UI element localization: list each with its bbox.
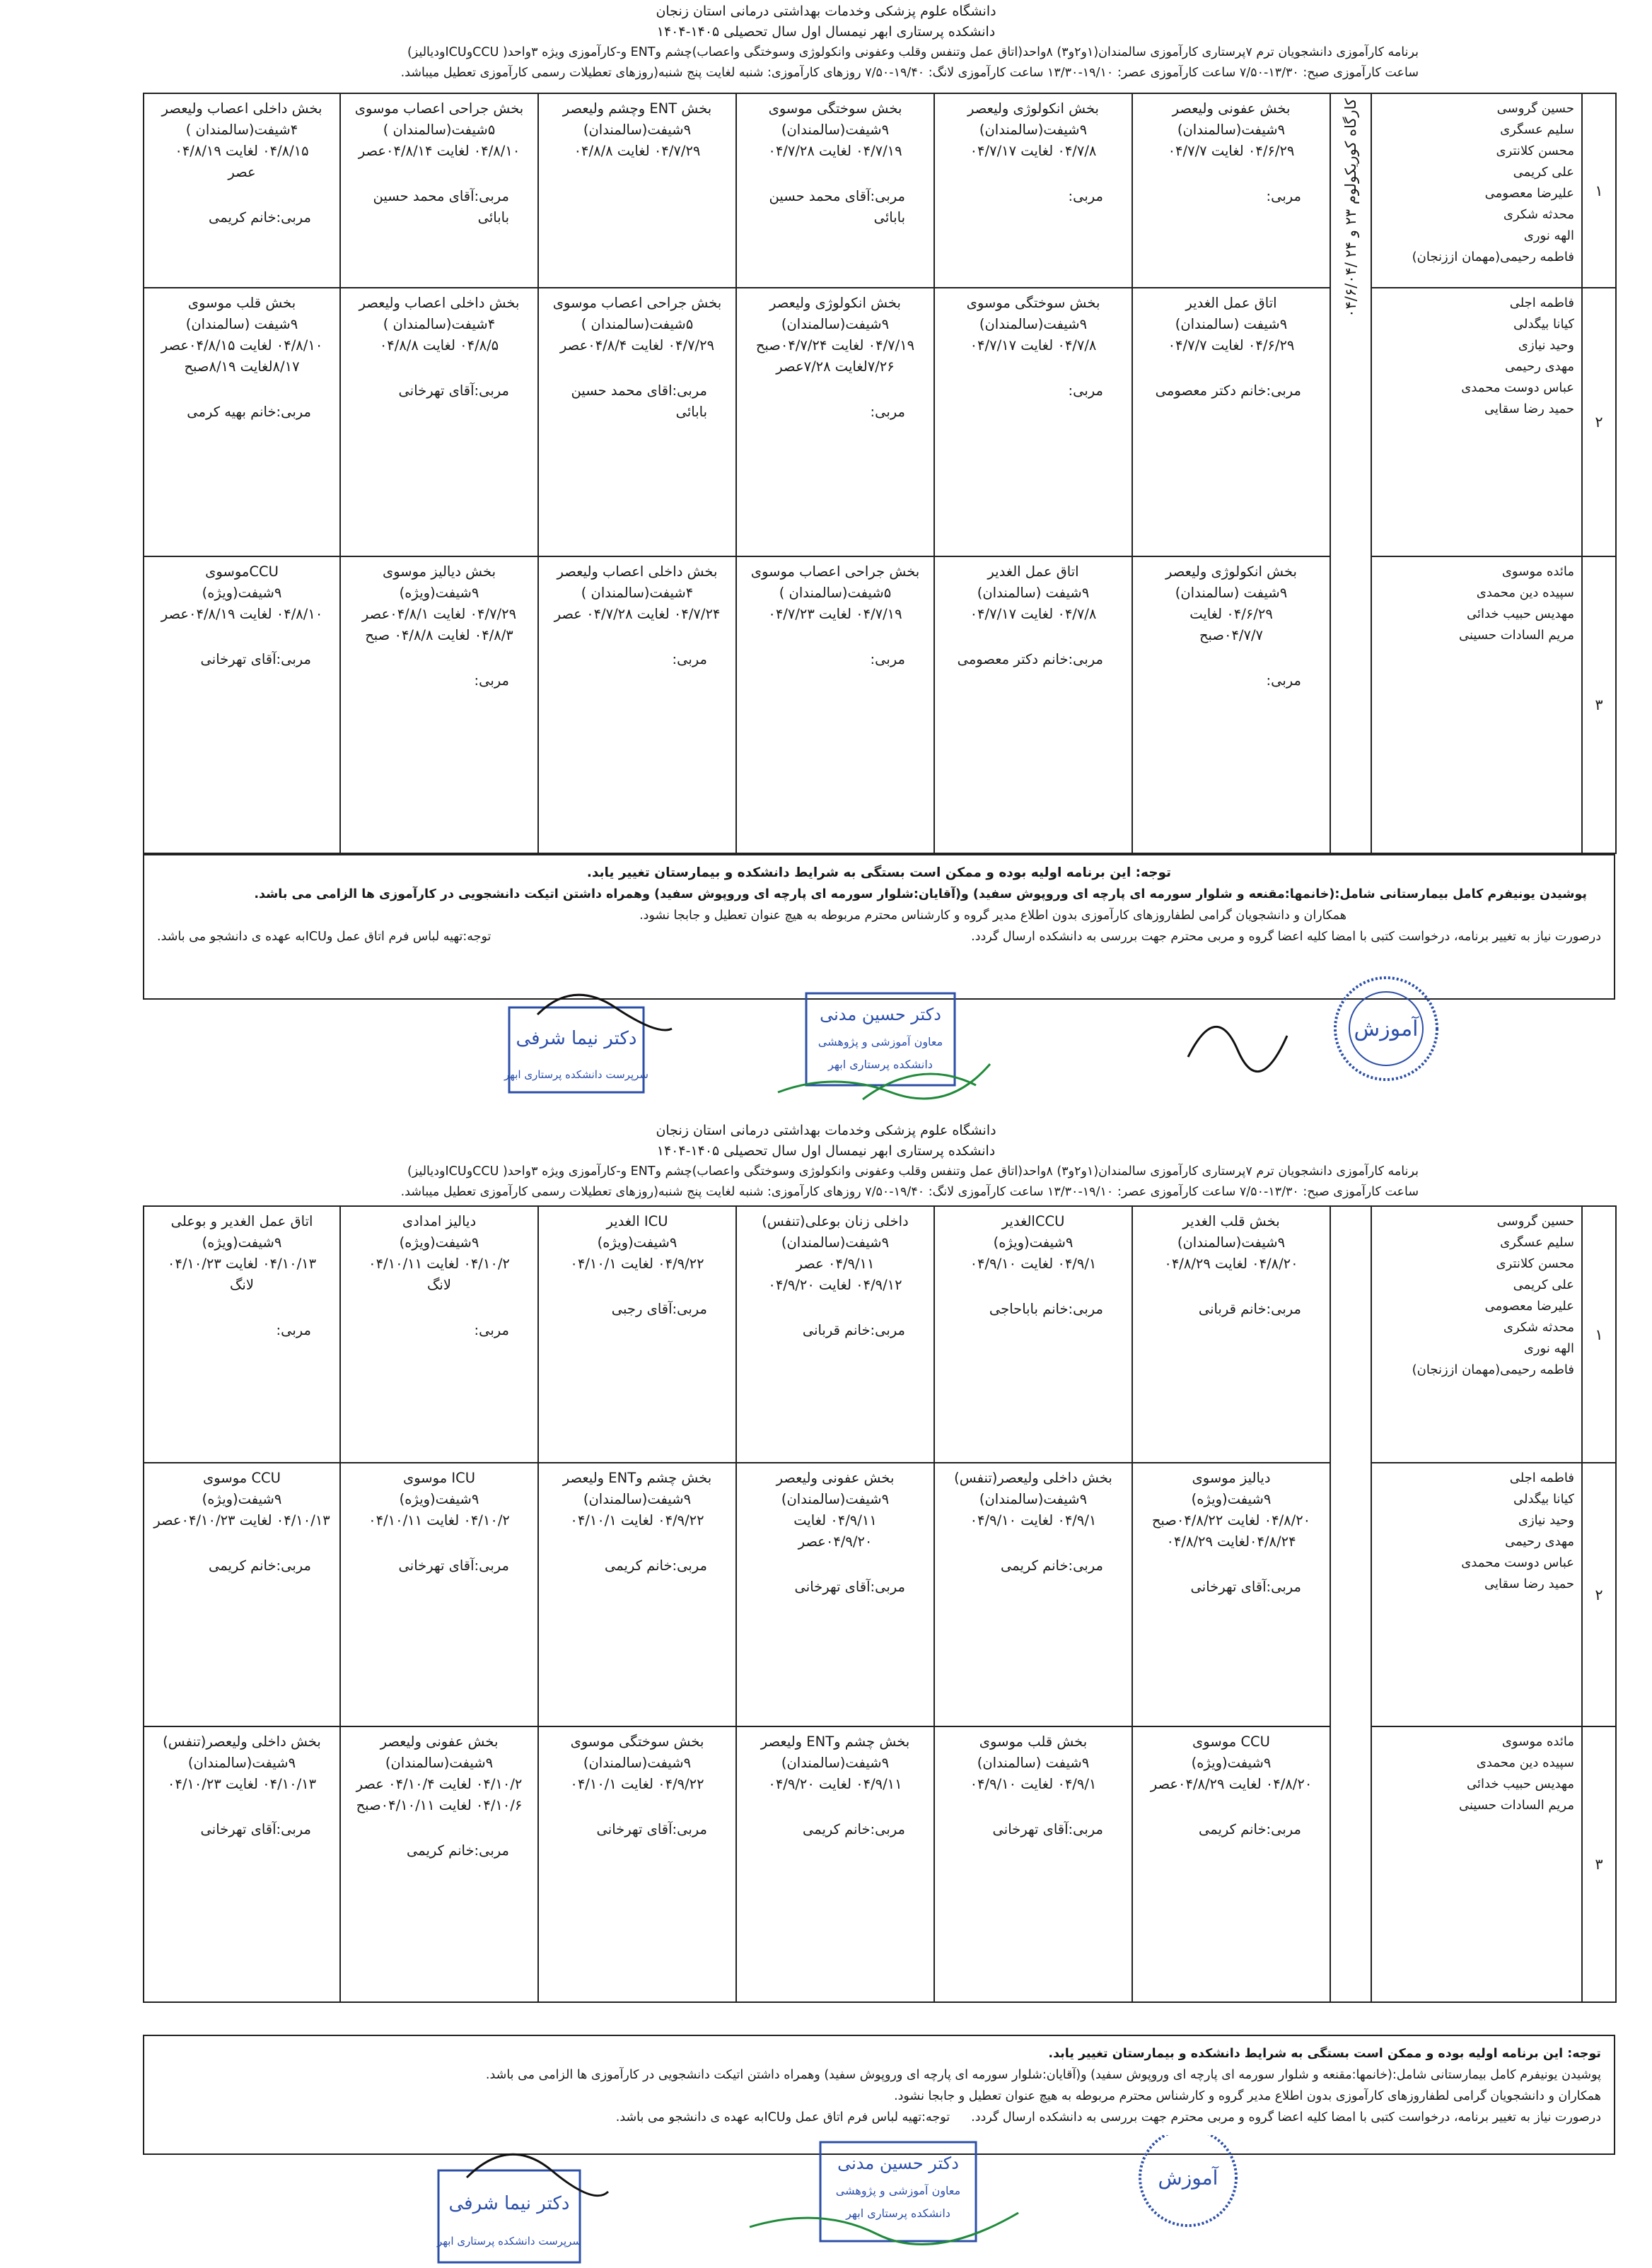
notes-change: درصورت نیاز به تغییر برنامه، درخواست کتبی با امضا کلیه اعضا گروه و مربی محترم جهت بررسی به دانشکده ارسال گردد.: [971, 930, 1601, 944]
coach-label: مربی:: [1068, 382, 1103, 399]
group-row: [144, 288, 1616, 556]
shift-detail: ۰۴/۸/۱۰ لغایت ۰۴/۸/۱۹عصر: [161, 606, 323, 622]
head-stamp-name-2: دکتر نیما شرفی: [448, 2193, 570, 2214]
shift-detail: ۵شیفت(سالمندان ): [581, 316, 694, 332]
shift-detail: ۰۴/۸/۱۰ لغایت ۰۴/۸/۱۵عصر: [161, 337, 323, 353]
shift-detail: ۹شیفت(سالمندان): [781, 1234, 890, 1251]
coach-label: مربی:: [474, 672, 509, 689]
ward-title: بخش قلب موسوی: [979, 1734, 1088, 1750]
ward-title: اتاق عمل الغدیر و بوعلی: [170, 1213, 313, 1229]
ward-title: بخش عفونی ولیعصر: [776, 1470, 895, 1486]
coach-label: مربی:آقای تهرخانی: [992, 1821, 1103, 1837]
shift-detail: ۰۴/۷/۲۹ لغایت ۰۴/۸/۴عصر: [559, 337, 715, 353]
ward-title: اتاق عمل الغدیر: [987, 563, 1079, 580]
coach-label: مربی:خانم کریمی: [604, 1557, 707, 1574]
shift-detail: ۰۴/۱۰/۱۳ لغایت ۰۴/۱۰/۲۳عصر: [153, 1512, 330, 1528]
notes-colleagues: همکاران و دانشجویان گرامی لطفاروزهای کارآموزی بدون اطلاع مدیر گروه و کارشناس محترم مربوطه به هیچ عنوان تعطیل و جابجا نشود.: [639, 908, 1346, 923]
shift-detail: ۰۴/۷/۸ لغایت ۰۴/۷/۱۷: [970, 337, 1097, 353]
student-name: مهدی رحیمی: [1505, 1534, 1574, 1549]
rotation-cell: [934, 93, 1132, 288]
shift-detail: ۸/۱۷لغایت ۸/۱۹صبح: [184, 358, 300, 375]
coach-label: مربی:: [1266, 188, 1301, 204]
header-program: برنامه کارآموزی دانشجویان ترم ۷پرستاری کارآموزی سالمندان(۱و۲و۳) ۸واحد(اتاق عمل وتنفس وقلب وعفونی وانکولوژی وسوختگی واعصاب)چشم وENT و-کارآموزی ویژه ۳واحد( CCUوICUودیالیز): [407, 45, 1419, 59]
shift-detail: ۰۴/۹/۱۱ عصر: [796, 1256, 875, 1272]
shift-detail: ۹شیفت(ویژه): [399, 1234, 479, 1251]
ward-title: CCUموسوی: [205, 563, 279, 580]
rotation-cell: [1132, 556, 1330, 853]
shift-detail: ۹شیفت(ویژه): [399, 1491, 479, 1507]
shift-detail: ۴شیفت(سالمندان ): [383, 316, 496, 332]
student-name: وحید نیازی: [1518, 338, 1574, 353]
coach-label: مربی:: [870, 404, 905, 420]
rotation-cell: [538, 288, 736, 556]
ward-title: بخش عفونی ولیعصر: [1172, 100, 1291, 117]
ward-title: بخش عفونی ولیعصر: [380, 1734, 499, 1750]
rotation-cell: [340, 1463, 538, 1726]
signature-stamps-1: [495, 986, 1032, 1121]
shift-detail: ۹شیفت(ویژه): [202, 1234, 282, 1251]
coach-label: مربی:: [474, 1322, 509, 1338]
shift-detail: ۹شیفت(سالمندان): [979, 316, 1088, 332]
ward-title: اتاق عمل الغدیر: [1185, 295, 1277, 311]
shift-detail: ۰۴/۷/۱۹ لغایت ۰۴/۷/۲۳: [768, 606, 902, 622]
ward-title: بخش داخلی ولیعصر(تنفس): [954, 1470, 1112, 1486]
ward-title: بخش جراحی اعصاب موسوی: [552, 295, 722, 311]
shift-detail: ۹شیفت(ویژه): [202, 1491, 282, 1507]
coach-label: مربی:: [672, 651, 707, 667]
rotation-cell: [934, 1726, 1132, 2002]
coach-label: مربی:آقای تهرخانی: [1190, 1579, 1301, 1595]
ward-title: CCU موسوی: [203, 1470, 281, 1486]
shift-detail: ۹شیفت(سالمندان): [781, 1491, 890, 1507]
shift-detail: ۰۴/۷/۱۹ لغایت ۰۴/۷/۲۴صبح: [755, 337, 915, 353]
shift-detail: ۰۴/۱۰/۱۳ لغایت ۰۴/۱۰/۲۳: [167, 1256, 317, 1272]
student-name: علی کریمی: [1513, 1278, 1574, 1292]
shift-detail: ۹شیفت(سالمندان): [385, 1755, 494, 1771]
shift-detail: ۹شیفت(سالمندان): [583, 122, 692, 138]
rotation-cell: [538, 1463, 736, 1726]
rotation-cell: [340, 288, 538, 556]
coach-label: مربی:آقای تهرخانی: [398, 382, 509, 399]
student-name: حسین گروسی: [1496, 1214, 1574, 1229]
shift-detail: ۹شیفت (سالمندان): [977, 585, 1090, 601]
ward-title: بخش انکولوژی ولیعصر: [1165, 563, 1297, 580]
rotation-cell: [736, 288, 934, 556]
header-hours: ساعت کارآموزی صبح: ۱۳/۳۰-۷/۵۰ ساعت کارآموزی عصر: ۱۹/۱۰-۱۳/۳۰ ساعت کارآموزی لانگ: ۱۹/۴۰-۷/۵۰ روزهای کارآموزی: شنبه لغایت پنج شنبه(روزهای تعطیلات رسمی کارآموزی تعطیل میباشد.: [400, 66, 1419, 80]
student-name: عباس دوست محمدی: [1461, 1555, 1574, 1570]
shift-detail: ۹شیفت(سالمندان): [1177, 122, 1286, 138]
shift-detail: ۴شیفت(سالمندان ): [581, 585, 694, 601]
student-name: مریم السادات حسینی: [1458, 628, 1574, 643]
student-name: فاطمه اجلی: [1509, 1471, 1574, 1485]
shift-detail: ۹شیفت(سالمندان): [979, 122, 1088, 138]
shift-detail: ۷/۲۶لغایت ۷/۲۸عصر: [776, 358, 895, 375]
student-name: علی کریمی: [1513, 165, 1574, 180]
shift-detail: ۰۴/۷/۸ لغایت ۰۴/۷/۱۷: [970, 606, 1097, 622]
student-name: مریم السادات حسینی: [1458, 1798, 1574, 1813]
head-stamp-role-2: سرپرست دانشکده پرستاری ابهر: [437, 2235, 581, 2247]
coach-label: مربی:خانم دکتر معصومی: [957, 651, 1103, 667]
student-name: الهه نوری: [1523, 228, 1574, 243]
shift-detail: ۰۴/۹/۲۲ لغایت ۰۴/۱۰/۱: [570, 1776, 704, 1792]
shift-detail: ۰۴/۶/۲۹ لغایت: [1189, 606, 1273, 622]
signature-stamps-2: [424, 2135, 1245, 2267]
ward-title: بخش داخلی اعصاب ولیعصر: [161, 100, 322, 117]
ward-title: بخش چشم وENT ولیعصر: [760, 1734, 910, 1750]
header-faculty: دانشکده پرستاری ابهر نیمسال اول سال تحصیلی ۱۴۰۵-۱۴۰۴: [656, 24, 996, 40]
rotation-cell: [1132, 1726, 1330, 2002]
student-name: سپیده دین محمدی: [1476, 1755, 1574, 1770]
ward-title: دیالیز امدادی: [402, 1213, 477, 1229]
shift-detail: ۰۴/۹/۱ لغایت ۰۴/۹/۱۰: [970, 1776, 1097, 1792]
ward-title: CCU موسوی: [1192, 1734, 1270, 1750]
shift-detail: ۰۴/۱۰/۲ لغایت ۰۴/۱۰/۱۱: [368, 1512, 510, 1528]
rotation-cell: [736, 93, 934, 288]
coach-label: مربی:خانم قربانی: [1198, 1301, 1301, 1317]
deputy-stamp-name: دکتر حسین مدنی: [820, 1005, 941, 1024]
shift-detail: ۰۴/۸/۵ لغایت ۰۴/۸/۸: [379, 337, 499, 353]
coach-label: مربی:آقای رجبی: [611, 1301, 707, 1317]
rotation-cell: [538, 1726, 736, 2002]
education-seal-text-2: آموزش: [1158, 2166, 1218, 2190]
student-names: [1371, 1463, 1582, 1726]
coach-label: مربی:خانم باباحاجی: [989, 1301, 1103, 1317]
student-name: الهه نوری: [1523, 1341, 1574, 1356]
ward-title: بخش داخلی ولیعصر(تنفس): [163, 1734, 321, 1750]
shift-detail: ۰۴/۹/۱۲ لغایت ۰۴/۹/۲۰: [768, 1277, 902, 1293]
rotation-cell: [144, 93, 340, 288]
rotation-cell: [736, 1463, 934, 1726]
deputy-stamp-role: معاون آموزشی و پژوهشی: [818, 1035, 943, 1048]
coach-label: مربی:خانم کریمی: [208, 209, 311, 226]
shift-detail: ۰۴/۹/۱ لغایت ۰۴/۹/۱۰: [970, 1256, 1097, 1272]
rotation-cell: [538, 556, 736, 853]
student-names: [1371, 1206, 1582, 1463]
shift-detail: ۰۴/۶/۲۹ لغایت ۰۴/۷/۷: [1168, 337, 1295, 353]
group-row: [144, 1206, 1616, 1463]
coach-label: مربی:آقای تهرخانی: [794, 1579, 905, 1595]
shift-detail: ۹شیفت(سالمندان): [781, 122, 890, 138]
coach-label: مربی:آقای تهرخانی: [200, 651, 311, 667]
coach-label: مربی:: [276, 1322, 311, 1338]
group-number: ۱: [1582, 93, 1616, 288]
shift-detail: ۰۴/۸/۳ لغایت ۰۴/۸/۸ صبح: [365, 627, 513, 643]
notes2-uniform: پوشیدن یونیفرم کامل بیمارستانی شامل:(خانمها:مقنعه و شلوار سورمه ای پارچه ای وروپوش سفید) و(آقایان:شلوار سورمه ای پارچه ای وروپوش سفید) وهمراه داشتن اتیکت دانشجویی در کارآموزی ها الزامی می باشد.: [485, 2068, 1601, 2082]
notes2-dress: توجه:تهیه لباس فرم اتاق عمل وICUبه عهده ی دانشجو می باشد.: [615, 2110, 950, 2124]
shift-detail: ۰۴/۹/۱۱ لغایت: [793, 1512, 877, 1528]
shift-detail: ۰۴/۶/۲۹ لغایت ۰۴/۷/۷: [1168, 143, 1295, 159]
ward-title: بخش سوختگی موسوی: [966, 295, 1100, 311]
workshop-column: [1330, 93, 1371, 853]
shift-detail: ۰۴/۷/۱۹ لغایت ۰۴/۷/۲۸: [768, 143, 902, 159]
shift-detail: ۰۴/۸/۱۵ لغایت ۰۴/۸/۱۹: [175, 143, 309, 159]
shift-detail: ۰۴/۱۰/۲ لغایت ۰۴/۱۰/۱۱: [368, 1256, 510, 1272]
ward-title: بخش قلب الغدیر: [1182, 1213, 1280, 1229]
coach-label: مربی:خانم کریمی: [802, 1821, 905, 1837]
rotation-cell: [736, 1206, 934, 1463]
education-seal-text: آموزش: [1354, 1017, 1419, 1041]
workshop-label: کارگاه کوریکولوم ۲۳ و ۲۴ /۰۴/۶/۰۴: [1342, 98, 1359, 317]
shift-detail: ۹شیفت(سالمندان): [187, 1755, 296, 1771]
ward-title: بخش داخلی اعصاب ولیعصر: [557, 563, 718, 580]
coach-label: مربی:آقای تهرخانی: [398, 1557, 509, 1574]
rotation-cell: [1132, 1206, 1330, 1463]
coach-label: مربی:خانم کریمی: [1198, 1821, 1301, 1837]
student-name: فاطمه اجلی: [1509, 296, 1574, 310]
shift-detail: ۹شیفت(سالمندان): [1177, 1234, 1286, 1251]
page2-header: [0, 1121, 1652, 1203]
shift-detail: ۴شیفت(سالمندان ): [185, 122, 298, 138]
schedule-table-1: [143, 93, 1617, 854]
header2-program: برنامه کارآموزی دانشجویان ترم ۷پرستاری کارآموزی سالمندان(۱و۲و۳) ۸واحد(اتاق عمل وتنفس وقلب وعفونی وانکولوژی وسوختگی واعصاب)چشم وENT و-کارآموزی ویژه ۳واحد( CCUوICUودیالیز): [407, 1164, 1419, 1179]
shift-detail: ۹شیفت(ویژه): [597, 1234, 677, 1251]
notes-uniform: پوشیدن یونیفرم کامل بیمارستانی شامل:(خانمها:مقنعه و شلوار سورمه ای پارچه ای وروپوش سفید) و(آقایان:شلوار سورمه ای پارچه ای وروپوش سفید) وهمراه داشتن اتیکت دانشجویی در کارآموزی ها الزامی می باشد.: [254, 887, 1587, 901]
shift-detail: ۹شیفت(سالمندان): [781, 316, 890, 332]
shift-detail: ۰۴/۸/۲۰ لغایت ۰۴/۸/۲۲صبح: [1151, 1512, 1311, 1528]
shift-detail: ۹شیفت (سالمندان): [1175, 316, 1288, 332]
student-name: عباس دوست محمدی: [1461, 380, 1574, 395]
coach-label: مربی:خانم دکتر معصومی: [1155, 382, 1301, 399]
shift-detail: ۹شیفت(سالمندان): [979, 1491, 1088, 1507]
rotation-cell: [340, 1726, 538, 2002]
student-name: کیانا بیگدلی: [1513, 317, 1574, 332]
coach-label: مربی:آقای محمد حسین بابائی: [373, 188, 509, 226]
rotation-cell: [736, 556, 934, 853]
student-name: حسین گروسی: [1496, 101, 1574, 116]
notes-warning: توجه: این برنامه اولیه بوده و ممکن است بستگی به شرایط دانشکده و بیمارستان تغییر یابد.: [586, 865, 1172, 880]
head-signature: [537, 995, 672, 1030]
header-university: دانشگاه علوم پزشکی وخدمات بهداشتی درمانی استان زنجان: [656, 4, 996, 19]
rotation-cell: [1132, 1463, 1330, 1726]
rotation-cell: [538, 93, 736, 288]
shift-detail: ۰۴/۱۰/۱۳ لغایت ۰۴/۱۰/۲۳: [167, 1776, 317, 1792]
ward-title: دیالیز موسوی: [1192, 1470, 1271, 1486]
shift-detail: ۰۴/۹/۲۰عصر: [798, 1533, 873, 1550]
ward-title: CCUالغدیر: [1001, 1213, 1065, 1229]
group-number: ۱: [1582, 1206, 1616, 1463]
ward-title: بخش ENT وچشم ولیعصر: [562, 100, 712, 117]
shift-detail: ۰۴/۷/۲۴ لغایت ۰۴/۷/۲۸ عصر: [554, 606, 721, 622]
rotation-cell: [340, 556, 538, 853]
shift-detail: ۹شیفت(سالمندان): [583, 1755, 692, 1771]
group-number: ۳: [1582, 556, 1616, 853]
coach-label: مربی:: [870, 651, 905, 667]
student-name: سلیم عسگری: [1500, 1235, 1574, 1250]
rotation-cell: [934, 556, 1132, 853]
group-row: [144, 1726, 1616, 2002]
student-name: محدثه شکری: [1503, 207, 1574, 222]
deputy-stamp-faculty: دانشکده پرستاری ابهر: [828, 1058, 933, 1071]
notes2-change: درصورت نیاز به تغییر برنامه، درخواست کتبی با امضا کلیه اعضا گروه و مربی محترم جهت بررسی به دانشکده ارسال گردد.: [971, 2110, 1601, 2124]
student-name: محسن کلانتری: [1496, 144, 1574, 158]
ward-title: بخش داخلی اعصاب ولیعصر: [359, 295, 520, 311]
student-name: فاطمه رحیمی(مهمان اززنجان): [1412, 1362, 1574, 1377]
head-stamp-name: دکتر نیما شرفی: [516, 1028, 637, 1049]
coach-label: مربی:خانم کریمی: [1000, 1557, 1103, 1574]
shift-detail: ۰۴/۹/۱۱ لغایت ۰۴/۹/۲۰: [768, 1776, 902, 1792]
rotation-cell: [736, 1726, 934, 2002]
student-name: حمید رضا سقایی: [1484, 402, 1574, 416]
ward-title: بخش سوختگی موسوی: [570, 1734, 704, 1750]
group-number: ۳: [1582, 1726, 1616, 2002]
shift-detail: ۹شیفت(سالمندان): [781, 1755, 890, 1771]
student-name: حمید رضا سقایی: [1484, 1577, 1574, 1591]
shift-detail: ۹شیفت (سالمندان): [1175, 585, 1288, 601]
rotation-cell: [340, 1206, 538, 1463]
student-name: مهدیس حبیب خدائی: [1466, 1777, 1574, 1791]
head-stamp-role: سرپرست دانشکده پرستاری ابهر: [504, 1068, 648, 1081]
page1-header: [0, 0, 1652, 83]
rotation-cell: [1132, 93, 1330, 288]
ward-title: ICU الغدیر: [606, 1213, 668, 1229]
shift-detail: ۹شیفت (سالمندان): [977, 1755, 1090, 1771]
shift-detail: ۹شیفت(ویژه): [1191, 1755, 1272, 1771]
ward-title: بخش قلب موسوی: [187, 295, 296, 311]
deputy-stamp-role-2: معاون آموزشی و پژوهشی: [835, 2184, 961, 2197]
shift-detail: لانگ: [229, 1277, 254, 1293]
student-name: سپیده دین محمدی: [1476, 585, 1574, 600]
coach-label: مربی:خانم قربانی: [802, 1322, 905, 1338]
shift-detail: ۰۴/۸/۲۰ لغایت ۰۴/۸/۲۹عصر: [1150, 1776, 1313, 1792]
shift-detail: ۰۴/۹/۲۲ لغایت ۰۴/۱۰/۱: [570, 1512, 704, 1528]
student-name: وحید نیازی: [1518, 1513, 1574, 1528]
header2-hours: ساعت کارآموزی صبح: ۱۳/۳۰-۷/۵۰ ساعت کارآموزی عصر: ۱۹/۱۰-۱۳/۳۰ ساعت کارآموزی لانگ: ۱۹/۴۰-۷/۵۰ روزهای کارآموزی: شنبه لغایت پنج شنبه(روزهای تعطیلات رسمی کارآموزی تعطیل میباشد.: [400, 1185, 1419, 1199]
rotation-cell: [538, 1206, 736, 1463]
rotation-cell: [340, 93, 538, 288]
shift-detail: ۹شیفت(ویژه): [202, 585, 282, 601]
coach-label: مربی:آقای تهرخانی: [200, 1821, 311, 1837]
shift-detail: ۰۴/۸/۲۰ لغایت ۰۴/۸/۲۹: [1164, 1256, 1298, 1272]
student-name: فاطمه رحیمی(مهمان اززنجان): [1412, 250, 1574, 264]
shift-detail: ۹شیفت(ویژه): [399, 585, 479, 601]
student-name: محدثه شکری: [1503, 1320, 1574, 1335]
group-number: ۲: [1582, 1463, 1616, 1726]
ward-title: بخش جراحی اعصاب موسوی: [354, 100, 524, 117]
rotation-cell: [144, 1206, 340, 1463]
shift-detail: ۹شیفت (سالمندان): [185, 316, 298, 332]
rotation-cell: [934, 288, 1132, 556]
student-name: علیرضا معصومی: [1484, 1299, 1574, 1314]
coach-label: مربی:خانم بهیه کرمی: [187, 404, 311, 420]
ward-title: بخش چشم وENT ولیعصر: [562, 1470, 712, 1486]
shift-detail: ۹شیفت(ویژه): [1191, 1491, 1272, 1507]
student-names: [1371, 288, 1582, 556]
rotation-cell: [144, 556, 340, 853]
shift-detail: ۰۴/۸/۲۴لغایت ۰۴/۸/۲۹: [1166, 1533, 1296, 1550]
shift-detail: ۰۴/۷/۸ لغایت ۰۴/۷/۱۷: [970, 143, 1097, 159]
workshop-column: [1330, 1206, 1371, 2002]
student-names: [1371, 93, 1582, 288]
ward-title: ICU موسوی: [402, 1470, 476, 1486]
header2-faculty: دانشکده پرستاری ابهر نیمسال اول سال تحصیلی ۱۴۰۵-۱۴۰۴: [656, 1143, 996, 1159]
rotation-cell: [1132, 288, 1330, 556]
student-name: مائده موسوی: [1501, 564, 1574, 579]
shift-detail: ۰۴/۹/۲۲ لغایت ۰۴/۱۰/۱: [570, 1256, 704, 1272]
shift-detail: ۰۴/۷/۲۹ لغایت ۰۴/۸/۱عصر: [361, 606, 517, 622]
rotation-cell: [934, 1206, 1132, 1463]
notes2-warning: توجه: این برنامه اولیه بوده و ممکن است بستگی به شرایط دانشکده و بیمارستان تغییر یابد.: [1048, 2047, 1601, 2061]
student-names: [1371, 1726, 1582, 2002]
shift-detail: لانگ: [426, 1277, 451, 1293]
ward-title: بخش انکولوژی ولیعصر: [967, 100, 1099, 117]
deputy-stamp-faculty-2: دانشکده پرستاری ابهر: [846, 2206, 950, 2220]
shift-detail: عصر: [228, 164, 256, 180]
ward-title: بخش سوختگی موسوی: [768, 100, 902, 117]
shift-detail: ۰۴/۹/۱ لغایت ۰۴/۹/۱۰: [970, 1512, 1097, 1528]
shift-detail: ۰۴/۷/۷صبح: [1199, 627, 1264, 643]
student-names: [1371, 556, 1582, 853]
ward-title: بخش دیالیز موسوی: [382, 563, 496, 580]
shift-detail: ۰۴/۷/۲۹ لغایت ۰۴/۸/۸: [574, 143, 701, 159]
student-name: مائده موسوی: [1501, 1734, 1574, 1749]
schedule-page-1: [0, 0, 1652, 83]
coach-label: مربی:: [1266, 672, 1301, 689]
group-row: [144, 556, 1616, 853]
rotation-cell: [144, 1726, 340, 2002]
shift-detail: ۵شیفت(سالمندان ): [383, 122, 496, 138]
student-name: مهدیس حبیب خدائی: [1466, 607, 1574, 621]
shift-detail: ۹شیفت(ویژه): [993, 1234, 1074, 1251]
ward-title: بخش جراحی اعصاب موسوی: [750, 563, 920, 580]
header2-university: دانشگاه علوم پزشکی وخدمات بهداشتی درمانی استان زنجان: [656, 1123, 996, 1138]
group-row: [144, 1463, 1616, 1726]
student-name: محسن کلانتری: [1496, 1256, 1574, 1271]
rotation-cell: [144, 1463, 340, 1726]
coach-label: مربی:آقای محمد حسین بابائی: [769, 188, 905, 226]
schedule-table-2: [143, 1205, 1617, 2003]
shift-detail: ۰۴/۱۰/۲ لغایت ۰۴/۱۰/۴ عصر: [356, 1776, 523, 1792]
group-row: [144, 93, 1616, 288]
notes2-colleagues: همکاران و دانشجویان گرامی لطفاروزهای کارآموزی بدون اطلاع مدیر گروه و کارشناس محترم مربوطه به هیچ عنوان تعطیل و جابجا نشود.: [894, 2089, 1601, 2103]
ward-title: داخلی زنان بوعلی(تنفس): [762, 1213, 909, 1229]
coach-label: مربی:آقای تهرخانی: [596, 1821, 707, 1837]
coach-label: مربی:: [1068, 188, 1103, 204]
coach-label: مربی:خانم کریمی: [406, 1842, 509, 1859]
rotation-cell: [144, 288, 340, 556]
coach-label: مربی:اقای محمد حسین بابائی: [571, 382, 707, 420]
group-number: ۲: [1582, 288, 1616, 556]
seal-1: [1174, 972, 1457, 1092]
deputy-stamp-name-2: دکتر حسین مدنی: [837, 2153, 959, 2173]
student-name: سلیم عسگری: [1500, 122, 1574, 137]
student-name: مهدی رحیمی: [1505, 359, 1574, 374]
shift-detail: ۰۴/۸/۱۰ لغایت ۰۴/۸/۱۴عصر: [358, 143, 520, 159]
coach-label: مربی:خانم کریمی: [208, 1557, 311, 1574]
shift-detail: ۵شیفت(سالمندان ): [779, 585, 892, 601]
notes-dress: توجه:تهیه لباس فرم اتاق عمل وICUبه عهده ی دانشجو می باشد.: [157, 930, 491, 944]
student-name: علیرضا معصومی: [1484, 186, 1574, 201]
shift-detail: ۰۴/۱۰/۶ لغایت ۰۴/۱۰/۱۱صبح: [356, 1797, 523, 1813]
student-name: کیانا بیگدلی: [1513, 1492, 1574, 1507]
head-stamp-box-2: [438, 2170, 580, 2262]
schedule-page-2: [0, 1121, 1652, 1203]
ward-title: بخش انکولوژی ولیعصر: [769, 295, 901, 311]
seal-signature: [1188, 1027, 1287, 1071]
rotation-cell: [934, 1463, 1132, 1726]
shift-detail: ۹شیفت(سالمندان): [583, 1491, 692, 1507]
